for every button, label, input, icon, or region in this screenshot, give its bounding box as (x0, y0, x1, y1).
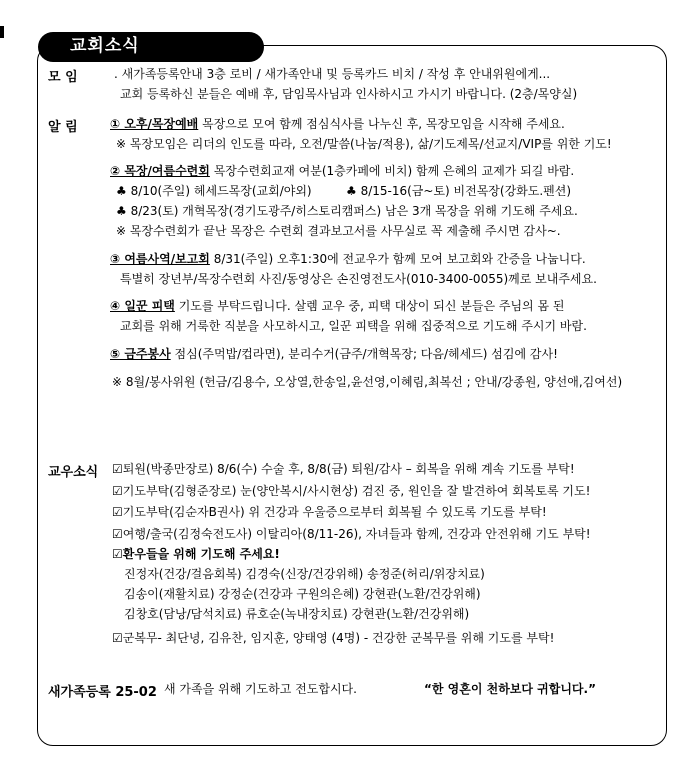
patient-line-1: 진정자(건강/걸음회복) 김경숙(신장/건강위해) 송정준(허리/위장치료) (124, 567, 485, 581)
notice-5 (110, 346, 558, 363)
notice-2-text: 목장수련회교재 여분(1층카페에 비치) 함께 은혜의 교제가 되길 바람. (209, 164, 575, 178)
notice-3 (110, 251, 586, 268)
meeting-line-1: . 새가족등록안내 3층 로비 / 새가족안내 및 등록카드 비치 / 작성 후 안내위원에게... (114, 67, 551, 81)
notice-3-line-2: 특별히 장년부/목장수련회 사진/동영상은 손진영전도사(010-3400-0055)께로 보내주세요. (120, 272, 597, 286)
section-label-newfamily: 새가족등록 25-02 (48, 685, 157, 700)
notice-2 (110, 163, 574, 180)
notice-4 (110, 298, 564, 315)
notice-2-line-2b: ♣ 8/15-16(금~토) 비전목장(강화도.펜션) (346, 184, 572, 198)
notice-2-line-3: ♣ 8/23(토) 개혁목장(경기도광주/히스토리캠퍼스) 남은 3개 목장을 위해 기도해 주세요. (116, 204, 578, 218)
notice-3-text: 8/31(주일) 오후1:30에 전교우가 함께 모여 보고회와 간증을 나눕니다. (209, 252, 586, 266)
patient-line-2: 김송이(재활치료) 강정순(건강과 구원의은혜) 강현관(노환/건강위해) (124, 587, 481, 601)
member-item-5: ☑환우들을 위해 기도해 주세요! (112, 547, 280, 561)
notice-1-text: 목장으로 모여 함께 점심식사를 나누신 후, 목장모임을 시작해 주세요. (198, 117, 565, 131)
meeting-line-2: 교회 등록하신 분들은 예배 후, 담임목사님과 인사하시고 가시기 바랍니다. (2층/목양실) (120, 87, 578, 101)
notice-3-title: ③ 여름사역/보고회 (110, 252, 210, 266)
notice-1-note: ※ 목장모임은 리더의 인도를 따라, 오전/말씀(나눔/적용), 삶/기도제목/선교지/VIP를 위한 기도! (116, 137, 612, 151)
member-item-4: ☑여행/출국(김정숙전도사) 이탈리아(8/11-26), 자녀들과 함께, 건강과 안전위해 기도 부탁! (112, 527, 591, 541)
notice-2-line-4: ※ 목장수련회가 끝난 목장은 수련회 결과보고서를 사무실로 꼭 제출해 주시면 감사~. (116, 224, 561, 238)
section-label-members: 교우소식 (48, 465, 99, 480)
newfamily-quote: “한 영혼이 천하보다 귀합니다.” (424, 682, 596, 696)
notice-1 (110, 116, 565, 133)
newfamily-text: 새 가족을 위해 기도하고 전도합시다. (164, 682, 357, 696)
member-item-6: ☑군복무- 최단녕, 김유찬, 임지훈, 양태영 (4명) - 건강한 군복무를 위해 기도를 부탁! (112, 631, 555, 645)
notice-6: ※ 8월/봉사위원 (헌금/김용수, 오상열,한송일,윤선영,이혜림,최복선 ; 안내/강종원, 양선애,김여선) (112, 375, 623, 389)
notice-2-line-2a: ♣ 8/10(주일) 헤세드목장(교회/야외) (116, 184, 312, 198)
notice-4-line-2: 교회를 위해 거룩한 직분을 사모하시고, 일꾼 피택을 위해 집중적으로 기도해 주시기 바람. (120, 319, 587, 333)
notice-1-title: ① 오후/목장예배 (110, 117, 199, 131)
margin-mark (0, 26, 4, 38)
notice-4-title: ④ 일꾼 피택 (110, 299, 175, 313)
notice-4-text: 기도를 부탁드립니다. 살렘 교우 중, 피택 대상이 되신 분들은 주님의 몸 된 (174, 299, 565, 313)
member-item-3: ☑기도부탁(김순자B권사) 위 건강과 우울증으로부터 회복될 수 있도록 기도를 부탁! (112, 505, 547, 519)
page-title: 교회소식 (70, 36, 140, 56)
notice-5-text: 점심(주먹밥/컵라면), 분리수거(금주/개혁목장; 다음/헤세드) 섬김에 감사! (170, 347, 558, 361)
section-label-meeting: 모 임 (48, 70, 78, 85)
member-item-2: ☑기도부탁(김형준장로) 눈(양안복시/사시현상) 검진 중, 원인을 잘 발견하여 회복토록 기도! (112, 484, 591, 498)
notice-5-title: ⑤ 금주봉사 (110, 347, 171, 361)
patient-line-3: 김창호(담낭/담석치료) 류호순(녹내장치료) 강현관(노환/건강위해) (124, 607, 470, 621)
notice-2-title: ② 목장/여름수련회 (110, 164, 210, 178)
member-item-1: ☑퇴원(박종만장로) 8/6(수) 수술 후, 8/8(금) 퇴원/감사 – 회복을 위해 계속 기도를 부탁! (112, 462, 575, 476)
section-label-notices: 알 림 (48, 120, 78, 135)
